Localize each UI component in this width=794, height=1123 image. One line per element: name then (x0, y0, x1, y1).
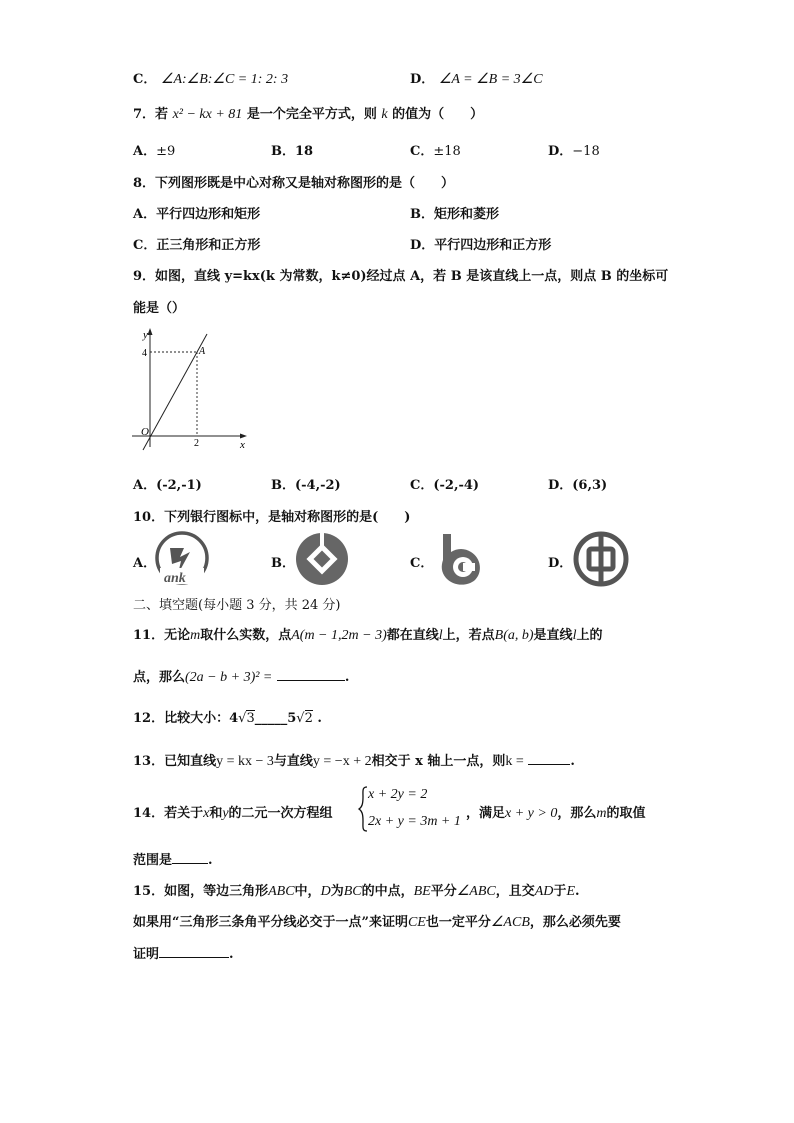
math-variable: D (320, 884, 331, 899)
option-label: D． (410, 72, 435, 87)
q8-option-c (133, 234, 260, 253)
q9-graph (128, 325, 253, 455)
math-expression: k = (505, 754, 524, 769)
bank-logo-b-icon (294, 531, 350, 587)
math-expression: A(m − 1,2m − 3) (291, 628, 387, 643)
stem-text: 为 (330, 884, 344, 899)
x-axis-arrow (240, 434, 247, 439)
math-expression: (2a − b + 3)² = (185, 670, 273, 685)
stem-text: 的中点， (361, 884, 414, 899)
stem-text: . (317, 711, 322, 726)
stem-text: 如果用“三角形三条角平分线必交于一点”来证明 (133, 915, 408, 930)
q9-option-a (133, 474, 202, 493)
bank-logo-a-icon (154, 530, 210, 588)
math-expression: y = kx − 3 (216, 754, 274, 769)
option-text: (6,3) (572, 478, 608, 493)
section-2-title: 二、填空题(每小题 3 分，共 24 分) (133, 598, 341, 613)
option-text: ±9 (156, 144, 176, 159)
math-variable: x (203, 806, 210, 821)
q14-line1-tail (466, 802, 646, 822)
math-expression: x + y > 0 (505, 806, 558, 821)
option-label: B． (271, 144, 295, 159)
stem-text: 和 (209, 806, 223, 821)
q10-option-d-label: D． (548, 556, 573, 571)
option-label: C． (133, 238, 157, 253)
q14-line2 (133, 849, 213, 868)
stem-text: . (570, 754, 575, 769)
q8-stem: 8．下列图形既是中心对称又是轴对称图形的是（ ） (133, 176, 455, 191)
stem-text: . (208, 853, 213, 868)
option-label: A． (133, 478, 157, 493)
stem-text: _____5 (254, 711, 297, 726)
q10-option-c-label: C． (410, 556, 434, 571)
math-variable: k (381, 107, 388, 122)
stem-text: 平分 (430, 884, 457, 899)
stem-text: 的二元一次方程组 (228, 806, 333, 821)
option-label: D． (548, 478, 573, 493)
logo-text: ank (164, 571, 186, 586)
q15-line1 (133, 880, 580, 900)
math-expression: BC (343, 884, 362, 899)
q8-option-b (410, 203, 499, 222)
option-text: 正三角形和正方形 (156, 238, 261, 253)
math-expression: CE (407, 915, 426, 930)
stem-text: 14．若关于 (133, 806, 204, 821)
x-axis-label: x (240, 439, 245, 451)
q15-line2 (133, 911, 621, 931)
q9-stem-line2: 能是（） (133, 301, 186, 316)
math-variable: y (222, 806, 229, 821)
q11-line2 (133, 666, 349, 686)
math-expression: x² − kx + 81 (172, 107, 243, 122)
q14-equation-1: x + 2y = 2 (368, 787, 428, 802)
option-label: B． (410, 207, 434, 222)
q12-line (133, 707, 322, 726)
stem-text: 的取值 (606, 806, 646, 821)
stem-text: . (229, 947, 234, 962)
math-variable: l (572, 628, 577, 643)
q8-option-d (410, 234, 551, 253)
option-label: B． (271, 478, 295, 493)
q7-stem (133, 103, 483, 123)
stem-text: 中， (294, 884, 321, 899)
q9-option-b (271, 474, 341, 493)
answer-blank[interactable] (159, 944, 229, 958)
stem-text: 都在直线 (386, 628, 439, 643)
option-text: (-4,-2) (295, 478, 341, 493)
math-expression: ABC (268, 884, 295, 899)
option-text: (-2,-1) (156, 478, 202, 493)
q8-option-a (133, 203, 260, 222)
y-axis-label: y (143, 329, 148, 341)
q13-line (133, 750, 575, 770)
q9-option-d (548, 474, 607, 493)
answer-blank[interactable] (528, 751, 570, 765)
radicand: 3 (246, 711, 255, 726)
stem-text: 于 (553, 884, 567, 899)
stem-text: ，那么必须先要 (529, 915, 621, 930)
q10-option-b-label: B． (271, 556, 295, 571)
bank-logo-c-icon (433, 530, 491, 588)
stem-text: 取什么实数，点 (200, 628, 292, 643)
question-number: 7．若 (133, 107, 169, 122)
option-label: D． (410, 238, 435, 253)
stem-text: 11．无论 (133, 628, 191, 643)
stem-text: 点，那么 (133, 670, 186, 685)
math-expression: BE (413, 884, 431, 899)
q7-option-c (410, 140, 461, 159)
math-expression: ∠ACB (490, 915, 530, 930)
option-text: ∠A = ∠B = 3∠C (438, 72, 543, 87)
option-label: D． (548, 144, 573, 159)
stem-text: 15．如图，等边三角形 (133, 884, 269, 899)
stem-text: 证明 (133, 947, 160, 962)
option-text: ∠A:∠B:∠C = 1: 2: 3 (160, 72, 289, 87)
stem-text: ，且交 (495, 884, 535, 899)
q7-option-d (548, 140, 600, 159)
q6-option-d (410, 68, 543, 88)
q7-option-b (271, 140, 313, 159)
stem-text: ，那么 (557, 806, 597, 821)
stem-text: 是一个完全平方式，则 (246, 107, 377, 122)
option-text: 平行四边形和正方形 (434, 238, 552, 253)
stem-text: 与直线 (273, 754, 313, 769)
stem-text: 是直线 (533, 628, 573, 643)
stem-text: 也一定平分 (425, 915, 491, 930)
q7-option-a (133, 140, 175, 159)
stem-text: 的值为（ ） (392, 107, 484, 122)
x-tick-label: 2 (194, 438, 199, 449)
math-variable: m (596, 806, 607, 821)
stem-text: 13．已知直线 (133, 754, 217, 769)
sqrt-icon: √ (238, 711, 247, 726)
stem-text: . (344, 670, 350, 685)
q6-option-c (133, 68, 288, 88)
stem-text: 范围是 (133, 853, 173, 868)
q14-equation-2: 2x + y = 3m + 1 (368, 814, 461, 829)
option-label: C． (133, 72, 157, 87)
q11-line1 (133, 624, 602, 644)
origin-label: O (141, 426, 149, 438)
q14-line1 (133, 802, 333, 822)
math-variable: l (438, 628, 443, 643)
math-expression: AD (534, 884, 554, 899)
math-expression: B(a, b) (494, 628, 534, 643)
math-variable: m (190, 628, 201, 643)
stem-text: 上的 (576, 628, 603, 643)
option-label: A． (133, 144, 157, 159)
answer-blank[interactable] (172, 850, 208, 864)
option-label: C． (410, 144, 434, 159)
option-label: A． (133, 207, 157, 222)
option-text: (-2,-4) (433, 478, 480, 493)
y-tick-label: 4 (142, 348, 147, 359)
stem-text: 上，若点 (442, 628, 495, 643)
q10-stem: 10．下列银行图标中，是轴对称图形的是( ) (133, 510, 411, 525)
option-label: C． (410, 478, 434, 493)
radicand: 2 (304, 711, 313, 726)
math-variable: E (566, 884, 575, 899)
stem-text: 12．比较大小：4 (133, 711, 239, 726)
q10-option-a-label: A． (133, 556, 157, 571)
option-text: 18 (295, 144, 314, 159)
sqrt-icon: √ (296, 711, 305, 726)
option-text: −18 (572, 144, 600, 159)
math-expression: ∠ABC (456, 884, 496, 899)
stem-text: . (575, 884, 580, 899)
option-text: 平行四边形和矩形 (156, 207, 261, 222)
stem-text: 相交于 x 轴上一点，则 (371, 754, 506, 769)
option-text: 矩形和菱形 (434, 207, 500, 222)
option-text: ±18 (433, 144, 461, 159)
math-expression: y = −x + 2 (312, 754, 372, 769)
q15-line3 (133, 943, 234, 962)
q9-stem-line1: 9．如图，直线 y=kx(k 为常数，k≠0)经过点 A，若 B 是该直线上一点，则点 B 的坐标可 (133, 269, 669, 284)
stem-text: ，满足 (466, 806, 506, 821)
answer-blank[interactable] (277, 667, 345, 681)
point-a-label: A (199, 346, 206, 357)
bank-logo-d-icon (572, 530, 630, 588)
y-axis-arrow (148, 328, 153, 335)
q9-option-c (410, 474, 479, 493)
